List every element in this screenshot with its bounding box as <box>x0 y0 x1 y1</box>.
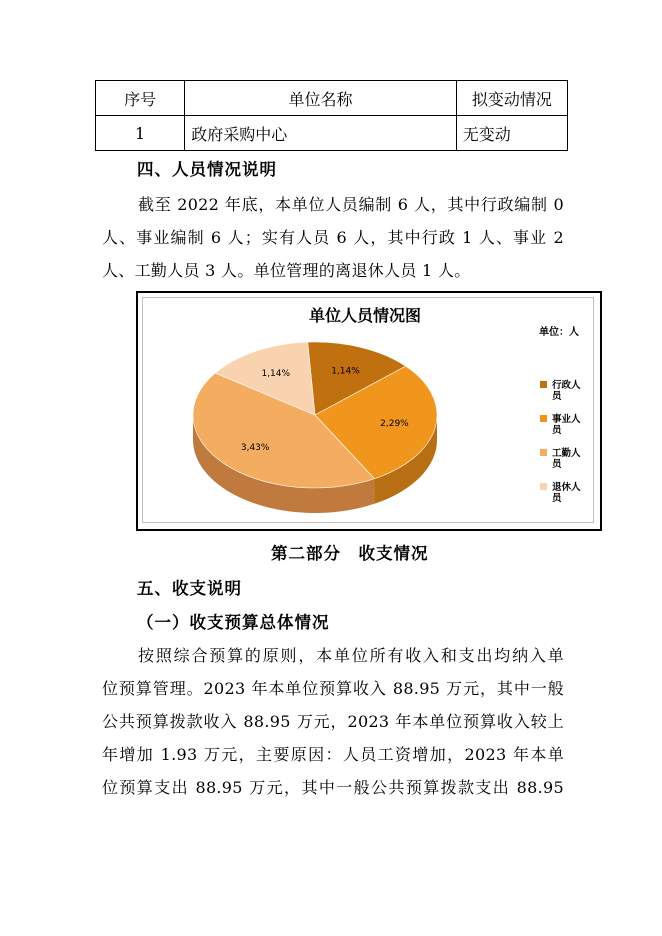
pie-data-label: 1,14% <box>261 368 291 379</box>
header-cell-index: 序号 <box>96 81 185 116</box>
header-cell-unit-name: 单位名称 <box>185 81 457 116</box>
legend-label: 工勤人 <box>552 448 581 459</box>
chart-legend <box>540 379 581 504</box>
table-header-row <box>96 81 568 116</box>
legend-swatch <box>540 449 547 456</box>
table-cell-change: 无变动 <box>456 116 567 151</box>
legend-label: 员 <box>552 391 562 402</box>
chart-unit-label: 单位：人 <box>539 327 579 338</box>
pie-data-label: 1,14% <box>331 366 360 377</box>
paragraph-line: 截至 2022 年底，本单位人员编制 6 人，其中行政编制 0 <box>138 195 564 214</box>
legend-swatch <box>540 415 547 422</box>
legend-label: 员 <box>552 425 562 436</box>
pie-data-label: 2,29% <box>380 418 409 429</box>
legend-label: 员 <box>552 459 562 470</box>
part-title: 第二部分 收支情况 <box>271 544 429 563</box>
paragraph-line: 位预算支出 88.95 万元，其中一般公共预算拨款支出 88.95 <box>102 778 564 797</box>
legend-label: 行政人 <box>552 380 581 391</box>
table-cell-unit-name: 政府采购中心 <box>185 116 457 151</box>
paragraph-line: 年增加 1.93 万元，主要原因：人员工资增加，2023 年本单 <box>102 745 564 764</box>
paragraph-line: 公共预算拨款收入 88.95 万元，2023 年本单位预算收入较上 <box>102 712 564 731</box>
table-row <box>96 116 568 151</box>
pie-slices <box>193 342 437 513</box>
table-cell-index: 1 <box>96 116 185 151</box>
staff-pie-chart-area <box>142 297 594 523</box>
paragraph-line: 位预算管理。2023 年本单位预算收入 88.95 万元，其中一般 <box>102 679 564 698</box>
pie-data-label: 3,43% <box>240 443 270 454</box>
legend-label: 员 <box>552 493 562 504</box>
header-cell-change: 拟变动情况 <box>456 81 567 116</box>
paragraph-line: 人、工勤人员 3 人。单位管理的离退休人员 1 人。 <box>102 261 471 280</box>
legend-label: 事业人 <box>552 414 581 425</box>
chart-title: 单位人员情况图 <box>308 306 422 325</box>
paragraph-line: 人、事业编制 6 人；实有人员 6 人，其中行政 1 人、事业 2 <box>102 228 564 247</box>
legend-swatch <box>540 483 547 490</box>
staff-pie-chart <box>143 298 593 522</box>
unit-change-table <box>95 80 568 151</box>
staff-pie-chart-frame <box>136 291 602 531</box>
section-heading-income-expense: 五、收支说明 <box>137 579 242 598</box>
subsection-heading-budget-overview: （一）收支预算总体情况 <box>137 613 330 632</box>
legend-label: 退休人 <box>552 482 581 493</box>
legend-swatch <box>540 381 547 388</box>
paragraph-line: 按照综合预算的原则，本单位所有收入和支出均纳入单 <box>138 646 564 665</box>
section-heading-staffing: 四、人员情况说明 <box>137 160 277 179</box>
